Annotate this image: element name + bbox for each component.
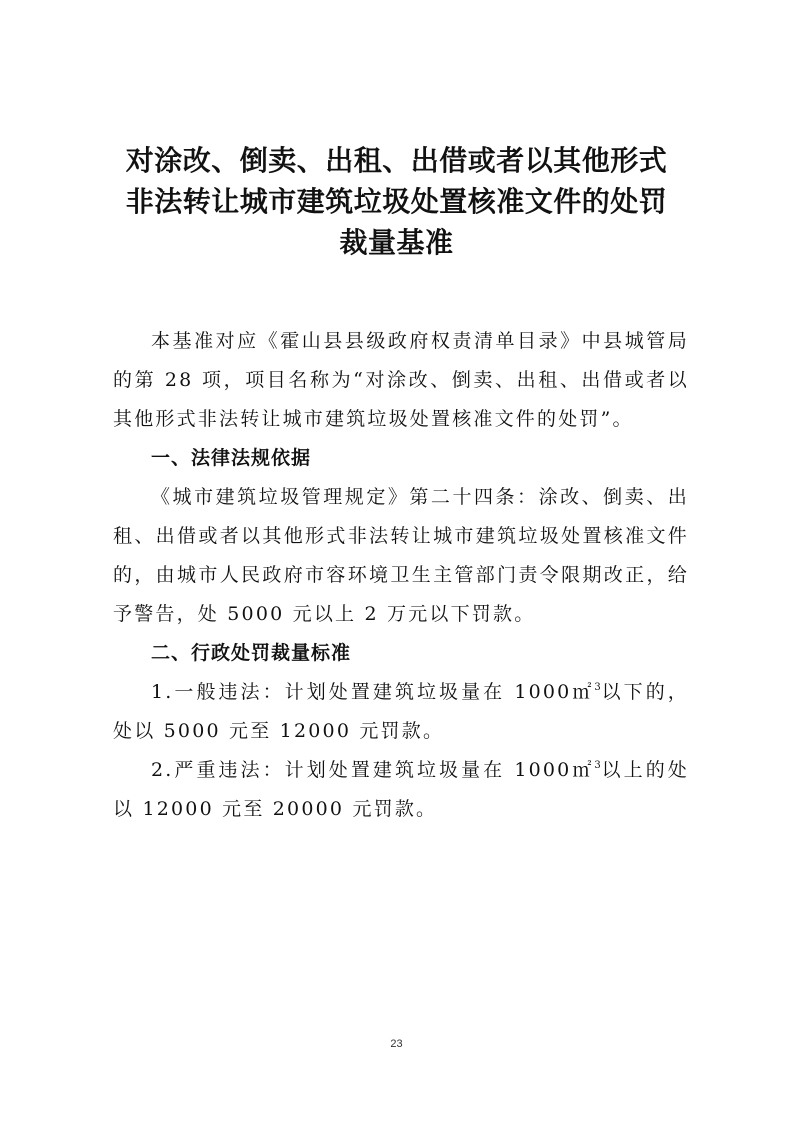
standard-item-1 — [113, 673, 689, 751]
title-line-1: 对涂改、倒卖、出租、出借或者以其他形式 — [125, 144, 668, 177]
item-2-superscript: 3 — [594, 760, 601, 771]
section-2-heading: 二、行政处罚裁量标准 — [151, 642, 352, 664]
intro-paragraph: 本基准对应《霍山县县级政府权责清单目录》中县城管局的第 28 项，项目名称为“对涂改、倒卖、出租、出借或者以其他形式非法转让城市建筑垃圾处置核准文件的处罚”。 — [113, 330, 689, 430]
item-1-text-before: 1.一般违法：计划处置建筑垃圾量在 1000㎡ — [151, 681, 595, 703]
section-1-text: 《城市建筑垃圾管理规定》第二十四条：涂改、倒卖、出租、出借或者以其他形式非法转让城市建筑垃圾处置核准文件的，由城市人民政府市容环境卫生主管部门责令限期改正，给予警告，处 5000 元以上 2 万元以下罚款。 — [113, 486, 689, 625]
standard-item-2 — [113, 751, 689, 829]
item-2-text-after: 以上的处以 12000 元至 20000 元罚款。 — [113, 759, 689, 820]
document-title — [100, 140, 693, 263]
item-1-superscript: 3 — [594, 682, 601, 693]
section-1-heading: 一、法律法规依据 — [151, 447, 312, 469]
page-number: 23 — [390, 1038, 403, 1050]
document-body — [113, 322, 689, 829]
title-line-3: 裁量基准 — [339, 226, 454, 259]
item-1-text-after: 以下的，处以 5000 元至 12000 元罚款。 — [113, 681, 689, 742]
item-2-text-before: 2.严重违法：计划处置建筑垃圾量在 1000㎡ — [151, 759, 595, 781]
title-line-2: 非法转让城市建筑垃圾处置核准文件的处罚 — [125, 185, 668, 218]
